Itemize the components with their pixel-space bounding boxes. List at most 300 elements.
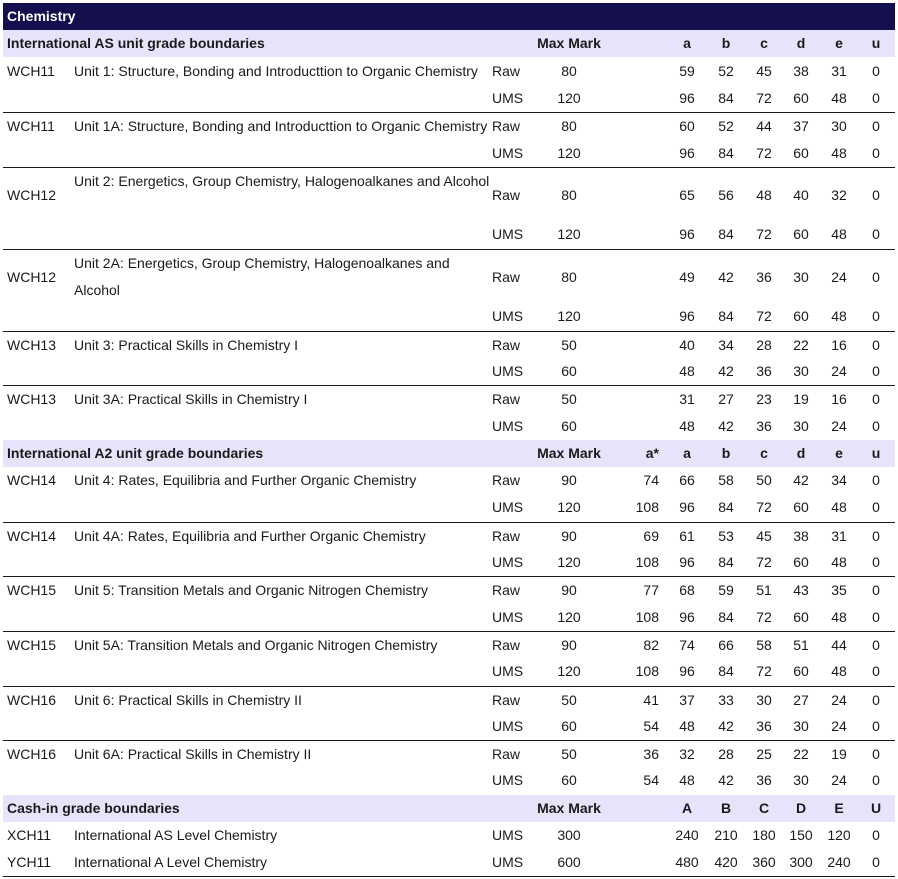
unit-title: Unit 3A: Practical Skills in Chemistry I	[74, 391, 308, 408]
grade-value: 480	[675, 854, 699, 871]
unit-code: YCH11	[7, 854, 52, 871]
grade-value: 27	[793, 691, 809, 708]
grade-value: 52	[718, 118, 734, 135]
unit-code: WCH15	[7, 636, 57, 653]
unit-code: WCH11	[7, 118, 55, 135]
unit-title: Unit 2A: Energetics, Group Chemistry, Halogenoalkanes and Alcohol	[74, 254, 450, 298]
grade-value: 0	[872, 362, 880, 379]
grade-astar: 77	[643, 582, 659, 599]
grade-value: 84	[718, 608, 734, 625]
grade-value: 48	[679, 772, 695, 789]
grade-header: c	[760, 35, 768, 52]
grade-value: 48	[831, 144, 847, 161]
grade-value: 60	[793, 226, 809, 243]
grade-astar: 54	[643, 772, 659, 789]
grade-value: 0	[872, 89, 880, 106]
grade-value: 240	[827, 854, 851, 871]
grade-value: 60	[679, 118, 695, 135]
table-row	[3, 331, 895, 359]
grade-value: 36	[756, 268, 772, 285]
table-title: Chemistry	[7, 8, 76, 24]
grade-value: 60	[793, 663, 809, 680]
grade-value: 0	[872, 144, 880, 161]
grade-value: 19	[793, 391, 809, 408]
grade-value: 43	[793, 582, 809, 599]
unit-code: WCH11	[7, 62, 55, 79]
mark-type: UMS	[492, 89, 524, 106]
table-row	[3, 822, 895, 849]
grade-value: 24	[831, 268, 847, 285]
grade-value: 0	[872, 268, 880, 285]
max-mark: 50	[561, 746, 577, 763]
grade-header: A	[681, 799, 693, 816]
grade-value: 84	[718, 663, 734, 680]
table-row	[3, 576, 895, 604]
max-mark: 120	[557, 554, 581, 570]
grade-value: 24	[831, 691, 847, 708]
grade-value: 60	[793, 144, 809, 161]
grade-value: 0	[872, 554, 880, 570]
table-row	[3, 686, 895, 714]
mark-type: Raw	[492, 336, 521, 353]
unit-code: WCH16	[7, 746, 57, 763]
table-title-bar	[3, 3, 895, 30]
grade-value: 27	[718, 391, 734, 408]
max-mark: 50	[561, 336, 577, 353]
grade-value: 36	[756, 362, 772, 379]
grade-value: 48	[831, 663, 847, 680]
max-mark: 120	[557, 144, 581, 161]
max-mark: 50	[561, 691, 577, 708]
grade-value: 0	[872, 186, 880, 203]
grade-value: 96	[679, 308, 695, 325]
grade-value: 96	[679, 144, 695, 161]
grade-astar: 108	[635, 554, 659, 570]
max-mark: 90	[561, 636, 577, 653]
grade-value: 59	[718, 582, 734, 599]
grade-value: 48	[679, 417, 695, 434]
grade-value: 30	[793, 717, 809, 734]
grade-value: 16	[831, 391, 847, 408]
grade-value: 240	[675, 827, 699, 843]
max-mark: 120	[557, 308, 581, 325]
grade-value: 53	[718, 527, 734, 544]
max-mark: 80	[561, 186, 577, 203]
table-row	[3, 740, 895, 768]
grade-value: 32	[679, 746, 695, 763]
grade-value: 0	[872, 717, 880, 734]
unit-title: Unit 1A: Structure, Bonding and Introducttion to Organic Chemistry	[74, 118, 488, 135]
grade-value: 33	[718, 691, 734, 708]
grade-value: 42	[718, 362, 734, 379]
table-row	[3, 167, 895, 223]
grade-value: 0	[872, 417, 880, 434]
unit-title: Unit 4A: Rates, Equilibria and Further Organic Chemistry	[74, 527, 426, 544]
grade-value: 52	[718, 62, 734, 79]
mark-type: Raw	[492, 691, 521, 708]
grade-value: 48	[679, 362, 695, 379]
grade-value: 66	[718, 636, 734, 653]
table-row	[3, 58, 895, 85]
unit-title: Unit 3: Practical Skills in Chemistry I	[74, 336, 299, 353]
grade-value: 24	[831, 772, 847, 789]
unit-code: WCH13	[7, 336, 57, 353]
grade-value: 0	[872, 308, 880, 325]
unit-title: Unit 5A: Transition Metals and Organic Nitrogen Chemistry	[74, 636, 438, 653]
mark-type: UMS	[492, 417, 524, 434]
grade-value: 60	[793, 89, 809, 106]
grade-value: 210	[714, 827, 738, 843]
max-mark: 90	[561, 527, 577, 544]
max-mark: 60	[561, 717, 577, 734]
table-row	[3, 522, 895, 550]
mark-type: Raw	[492, 186, 521, 203]
grade-header: a	[683, 35, 691, 52]
unit-code: WCH14	[7, 472, 57, 489]
grade-value: 60	[793, 308, 809, 325]
grade-value: 51	[756, 582, 772, 599]
grade-value: 84	[718, 144, 734, 161]
table-row	[3, 140, 895, 167]
mark-type: UMS	[492, 362, 524, 379]
table-row	[3, 713, 895, 740]
max-mark: 90	[561, 582, 577, 599]
table-row	[3, 221, 895, 248]
grade-value: 84	[718, 226, 734, 243]
grade-value: 25	[756, 746, 772, 763]
section-heading: Cash-in grade boundaries	[7, 799, 180, 816]
unit-title: International AS Level Chemistry	[74, 827, 278, 843]
mark-type: UMS	[492, 827, 524, 843]
unit-title: Unit 4: Rates, Equilibria and Further Organic Chemistry	[74, 472, 417, 489]
table-row	[3, 85, 895, 112]
grade-header: b	[721, 444, 731, 461]
grade-value: 24	[831, 362, 847, 379]
table-row	[3, 604, 895, 631]
mark-type: UMS	[492, 554, 524, 570]
grade-astar: 74	[643, 472, 659, 489]
grade-value: 40	[679, 336, 695, 353]
grade-value: 35	[831, 582, 847, 599]
grade-value: 150	[789, 827, 813, 843]
max-mark: 50	[561, 391, 577, 408]
grade-value: 40	[793, 186, 809, 203]
grade-value: 48	[679, 717, 695, 734]
unit-code: WCH12	[7, 268, 57, 285]
grade-value: 96	[679, 226, 695, 243]
grade-value: 36	[756, 717, 772, 734]
max-mark: 600	[557, 854, 581, 871]
max-mark-header: Max Mark	[537, 444, 601, 461]
grade-value: 42	[718, 268, 734, 285]
grade-value: 120	[827, 827, 851, 843]
unit-code: XCH11	[7, 827, 52, 843]
grade-value: 44	[831, 636, 847, 653]
grade-header: D	[795, 799, 807, 816]
grade-value: 23	[756, 391, 772, 408]
grade-value: 96	[679, 554, 695, 570]
grade-value: 45	[756, 62, 772, 79]
grade-value: 49	[679, 268, 695, 285]
grade-value: 0	[872, 636, 880, 653]
grade-value: 31	[679, 391, 695, 408]
mark-type: UMS	[492, 608, 524, 625]
table-row	[3, 658, 895, 685]
max-mark-header: Max Mark	[537, 799, 601, 816]
grade-value: 65	[679, 186, 695, 203]
grade-value: 0	[872, 827, 880, 843]
grade-value: 34	[718, 336, 734, 353]
grade-astar: 108	[635, 663, 659, 680]
grade-value: 96	[679, 89, 695, 106]
grade-value: 300	[789, 854, 813, 871]
max-mark: 120	[557, 608, 581, 625]
table-row	[3, 358, 895, 385]
table-row	[3, 413, 895, 440]
grade-value: 38	[793, 62, 809, 79]
grade-value: 84	[718, 554, 734, 570]
grade-header: a	[683, 444, 691, 461]
table-row	[3, 767, 895, 794]
max-mark: 90	[561, 472, 577, 489]
grade-value: 16	[831, 336, 847, 353]
max-mark: 60	[561, 362, 577, 379]
grade-value: 36	[756, 417, 772, 434]
table-row	[3, 385, 895, 413]
grade-value: 0	[872, 499, 880, 516]
mark-type: Raw	[492, 527, 521, 544]
unit-title: Unit 1: Structure, Bonding and Introducttion to Organic Chemistry	[74, 62, 478, 79]
grade-header: d	[796, 35, 806, 52]
table-row	[3, 112, 895, 140]
max-mark-header: Max Mark	[537, 35, 601, 52]
grade-value: 51	[793, 636, 809, 653]
mark-type: Raw	[492, 391, 521, 408]
grade-value: 0	[872, 336, 880, 353]
grade-astar: 41	[643, 691, 659, 708]
grade-value: 72	[756, 608, 772, 625]
grade-astar: 54	[643, 717, 659, 734]
grade-value: 48	[831, 89, 847, 106]
grade-value: 48	[831, 608, 847, 625]
grade-value: 0	[872, 391, 880, 408]
grade-value: 60	[793, 608, 809, 625]
table-row	[3, 303, 895, 330]
grade-value: 38	[793, 527, 809, 544]
grade-value: 36	[756, 772, 772, 789]
grade-value: 30	[793, 417, 809, 434]
unit-code: WCH15	[7, 582, 57, 599]
mark-type: UMS	[492, 226, 524, 243]
grade-value: 31	[831, 62, 847, 79]
grade-value: 56	[718, 186, 734, 203]
grade-value: 42	[718, 772, 734, 789]
unit-title: Unit 6A: Practical Skills in Chemistry II	[74, 746, 312, 763]
grade-value: 22	[793, 746, 809, 763]
grade-value: 0	[872, 582, 880, 599]
grade-value: 37	[679, 691, 695, 708]
unit-code: WCH16	[7, 691, 57, 708]
grade-value: 420	[714, 854, 738, 871]
grade-value: 0	[872, 772, 880, 789]
grade-header: u	[871, 35, 881, 52]
section-heading: International AS unit grade boundaries	[7, 35, 265, 52]
unit-title: International A Level Chemistry	[74, 854, 267, 871]
grade-value: 96	[679, 663, 695, 680]
grade-value: 60	[793, 499, 809, 516]
max-mark: 80	[561, 268, 577, 285]
table-row	[3, 631, 895, 659]
grade-value: 0	[872, 608, 880, 625]
grade-header: d	[796, 444, 806, 461]
grade-value: 58	[756, 636, 772, 653]
grade-value: 84	[718, 499, 734, 516]
grade-astar: 36	[643, 746, 659, 763]
grade-value: 30	[793, 362, 809, 379]
grade-value: 72	[756, 663, 772, 680]
grade-value: 48	[756, 186, 772, 203]
max-mark: 120	[557, 499, 581, 516]
max-mark: 120	[557, 663, 581, 680]
grade-value: 0	[872, 472, 880, 489]
grade-value: 31	[831, 527, 847, 544]
grade-value: 28	[718, 746, 734, 763]
grade-value: 30	[793, 268, 809, 285]
grade-header: C	[758, 799, 770, 816]
grade-astar: 82	[643, 636, 659, 653]
grade-value: 180	[752, 827, 776, 843]
grade-value: 0	[872, 854, 880, 871]
grade-value: 28	[756, 336, 772, 353]
grade-value: 66	[679, 472, 695, 489]
grade-value: 48	[831, 554, 847, 570]
grade-value: 42	[718, 717, 734, 734]
unit-code: WCH14	[7, 527, 57, 544]
grade-value: 19	[831, 746, 847, 763]
unit-title: Unit 5: Transition Metals and Organic Nitrogen Chemistry	[74, 582, 429, 599]
grade-value: 32	[831, 186, 847, 203]
grade-header-astar: a*	[645, 444, 659, 461]
a2-section-header	[3, 440, 895, 467]
grade-value: 30	[793, 772, 809, 789]
grade-value: 30	[756, 691, 772, 708]
grade-value: 0	[872, 663, 880, 680]
grade-value: 72	[756, 499, 772, 516]
grade-astar: 108	[635, 608, 659, 625]
max-mark: 120	[557, 226, 581, 243]
table-row	[3, 549, 895, 576]
grade-value: 58	[718, 472, 734, 489]
grade-value: 74	[679, 636, 695, 653]
mark-type: UMS	[492, 308, 524, 325]
grade-header: b	[721, 35, 731, 52]
table-row	[3, 849, 895, 877]
mark-type: Raw	[492, 746, 521, 763]
grade-value: 42	[793, 472, 809, 489]
grade-value: 37	[793, 118, 809, 135]
max-mark: 80	[561, 118, 577, 135]
mark-type: Raw	[492, 62, 521, 79]
grade-value: 0	[872, 62, 880, 79]
table-row	[3, 467, 895, 494]
grade-header: u	[871, 444, 881, 461]
grade-value: 96	[679, 608, 695, 625]
mark-type: UMS	[492, 854, 524, 871]
mark-type: UMS	[492, 772, 524, 789]
grade-header: B	[720, 799, 732, 816]
grade-header: e	[835, 35, 843, 52]
grade-value: 24	[831, 717, 847, 734]
grade-value: 48	[831, 308, 847, 325]
grade-value: 96	[679, 499, 695, 516]
grade-value: 22	[793, 336, 809, 353]
mark-type: Raw	[492, 636, 521, 653]
grade-value: 0	[872, 118, 880, 135]
table-row	[3, 249, 895, 305]
grade-value: 44	[756, 118, 772, 135]
mark-type: Raw	[492, 268, 521, 285]
grade-value: 72	[756, 554, 772, 570]
grade-value: 60	[793, 554, 809, 570]
max-mark: 80	[561, 62, 577, 79]
grade-value: 50	[756, 472, 772, 489]
mark-type: UMS	[492, 499, 524, 516]
max-mark: 120	[557, 89, 581, 106]
grade-value: 84	[718, 89, 734, 106]
grade-value: 48	[831, 499, 847, 516]
table-row	[3, 494, 895, 521]
mark-type: UMS	[492, 717, 524, 734]
grade-value: 84	[718, 308, 734, 325]
grade-header: E	[834, 799, 844, 816]
max-mark: 60	[561, 417, 577, 434]
grade-value: 0	[872, 691, 880, 708]
grade-value: 24	[831, 417, 847, 434]
grade-header: U	[870, 799, 882, 816]
grade-value: 59	[679, 62, 695, 79]
grade-value: 360	[752, 854, 776, 871]
grade-value: 72	[756, 144, 772, 161]
unit-code: WCH12	[7, 186, 57, 203]
mark-type: UMS	[492, 663, 524, 680]
grade-value: 42	[718, 417, 734, 434]
grade-astar: 69	[643, 527, 659, 544]
unit-code: WCH13	[7, 391, 57, 408]
as-section-header	[3, 30, 895, 57]
max-mark: 300	[557, 827, 581, 843]
grade-value: 34	[831, 472, 847, 489]
grade-value: 45	[756, 527, 772, 544]
grade-value: 0	[872, 527, 880, 544]
grade-header: c	[760, 444, 768, 461]
grade-value: 48	[831, 226, 847, 243]
mark-type: Raw	[492, 118, 521, 135]
grade-astar: 108	[635, 499, 659, 516]
grade-header: e	[835, 444, 843, 461]
grade-value: 72	[756, 308, 772, 325]
cashin-section-header	[3, 795, 895, 822]
mark-type: Raw	[492, 582, 521, 599]
grade-value: 30	[831, 118, 847, 135]
grade-value: 0	[872, 746, 880, 763]
grade-value: 72	[756, 226, 772, 243]
max-mark: 60	[561, 772, 577, 789]
grade-value: 72	[756, 89, 772, 106]
grade-value: 68	[679, 582, 695, 599]
section-heading: International A2 unit grade boundaries	[7, 444, 264, 461]
unit-title: Unit 2: Energetics, Group Chemistry, Halogenoalkanes and Alcohol	[74, 172, 490, 189]
unit-title: Unit 6: Practical Skills in Chemistry II	[74, 691, 302, 708]
